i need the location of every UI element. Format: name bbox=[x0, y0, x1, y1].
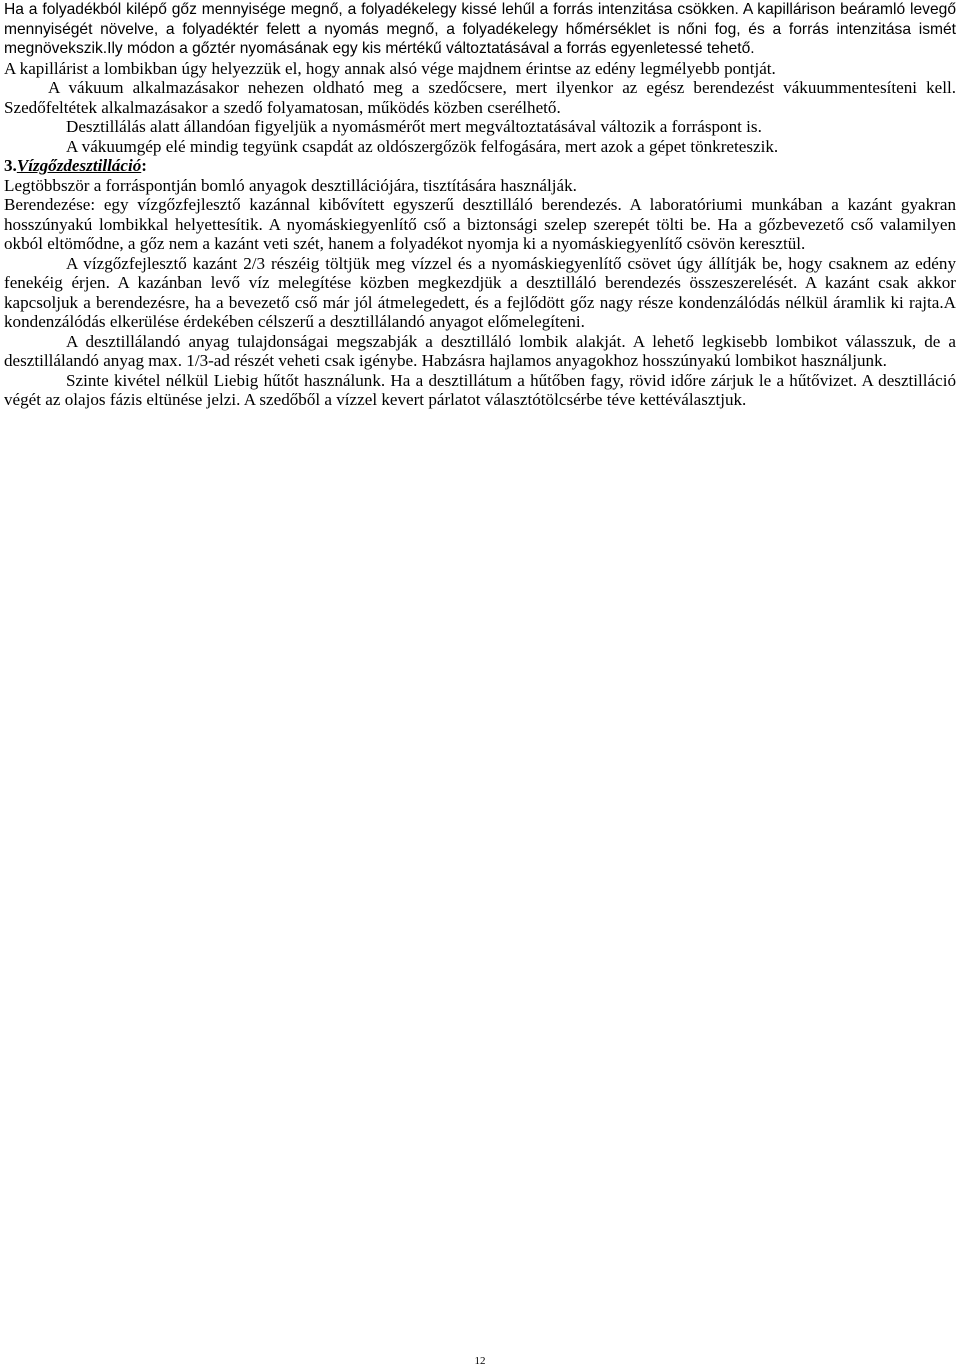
paragraph-vacuum-receiver: A vákuum alkalmazásakor nehezen oldható meg a szedőcsere, mert ilyenkor az egész berendezést vákuummentesíteni kell. Szedőfeltétek alkalmazásakor a szedő folyamatosan, működés közben cserélhető. bbox=[4, 78, 956, 117]
section-heading-suffix: : bbox=[141, 156, 147, 175]
paragraph-capillary-position: A kapillárist a lombikban úgy helyezzük el, hogy annak alsó vége majdnem érintse az edény legmélyebb pontját. bbox=[4, 58, 776, 78]
section-number: 3. bbox=[4, 156, 17, 175]
paragraph-flask-choice: A desztillálandó anyag tulajdonságai megszabják a desztilláló lombik alakját. A lehető legkisebb lombikot válasszuk, de a desztillálandó anyag max. 1/3-ad részét veheti csak igénybe. Habzásra hajlamos anyagokhoz hosszúnyakú lombikot használjunk. bbox=[4, 331, 956, 370]
document-page bbox=[4, 0, 956, 410]
page-number: 12 bbox=[474, 1355, 486, 1367]
paragraph-vacuum-trap: A vákuumgép elé mindig tegyünk csapdát az oldószergőzök felfogására, mert azok a gépet tönkreteszik. bbox=[66, 136, 779, 156]
paragraph-pressure-gauge: Desztillálás alatt állandóan figyeljük a nyomásmérőt mert megváltoztatásával változik a forráspont is. bbox=[66, 117, 762, 136]
section-title: Vízgőzdesztilláció bbox=[16, 156, 142, 175]
paragraph-usage: Legtöbbször a forráspontján bomló anyagok desztillációjára, tisztítására használják. bbox=[4, 175, 577, 195]
paragraph-condenser: Szinte kivétel nélkül Liebig hűtőt használunk. Ha a desztillátum a hűtőben fagy, rövid időre zárjuk le a hűtővizet. A desztilláció végét az olajos fázis eltünése jelzi. A szedőből a vízzel kevert párlatot választótölcsérbe téve kettéválasztjuk. bbox=[4, 370, 956, 409]
paragraph-apparatus: Berendezése: egy vízgőzfejlesztő kazánnal kibővített egyszerű desztilláló berendezés. A laboratóriumi munkában a kazánt gyakran hosszúnyakú lombikkal helyettesítik. A nyomáskiegyenlítő cső a biztonsági szelep szerepét tölti be. Ha a gőzbevezető cső valamilyen okból eltömődne, a gőz nem a kazánt veti szét, hanem a folyadékot nyomja ki a nyomáskiegyenlítő csövön keresztül. bbox=[4, 195, 956, 253]
section-heading bbox=[4, 156, 956, 176]
paragraph-bubbling-intensity: Ha a folyadékból kilépő gőz mennyisége megnő, a folyadékelegy kissé lehűl a forrás intenzitása csökken. A kapillárison beáramló levegő mennyiségét növelve, a folyadéktér felett a nyomás megnő, a folyadékelegy hőmérséklet is nőni fog, és a forrás intenzitása ismét megnövekszik.Ily módon a gőztér nyomásának egy kis mértékű változtatásával a forrás egyenletessé tehető. bbox=[4, 1, 956, 57]
paragraph-steam-generator: A vízgőzfejlesztő kazánt 2/3 részéig töltjük meg vízzel és a nyomáskiegyenlítő csövet úgy állítják be, hogy csaknem az edény fenekéig érjen. A kazánban levő víz melegítése közben megkezdjük a desztilláló berendezés összeszerelését. A kazánt csak akkor kapcsoljuk a berendezésre, ha a bevezető cső már jól átmelegedett, és a fejlődött gőz nagy része kondenzálódás nélkül áramlik ki rajta.A kondenzálódás elkerülése érdekében célszerű a desztillálandó anyagot előmelegíteni. bbox=[4, 253, 956, 331]
